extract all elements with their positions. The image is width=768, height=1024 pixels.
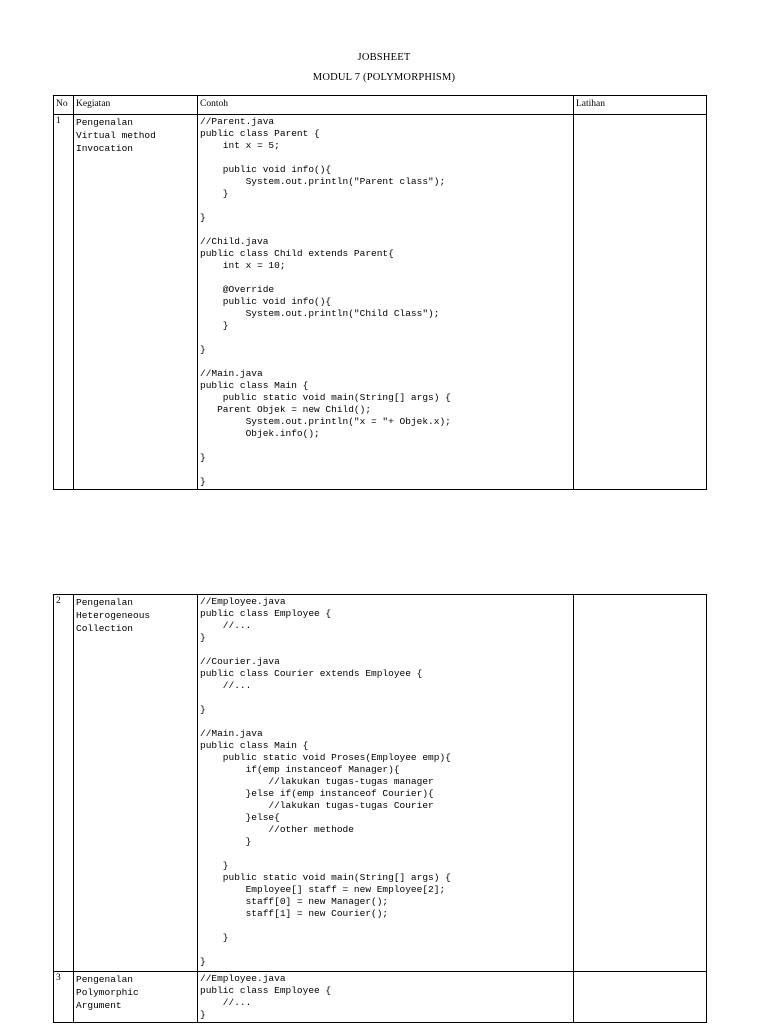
header-contoh: Contoh bbox=[198, 96, 574, 115]
row-number: 3 bbox=[54, 972, 74, 1023]
row-contoh-code: //Parent.java public class Parent { int x = 5; public void info(){ System.out.println("Parent class"); } } //Child.java public class Child extends Parent{ int x = 10; @Override public void info(){ System.out.println("Child Class"); } } //Main.java public class Main { public static void main(String[] args) { Parent Objek = new Child(); System.out.println("x = "+ Objek.x); Objek.info(); } } bbox=[198, 115, 574, 490]
jobsheet-table-2 bbox=[53, 594, 707, 1023]
row-contoh-code: //Employee.java public class Employee { //... } bbox=[198, 972, 574, 1023]
table-row bbox=[54, 595, 707, 972]
document-title: JOBSHEET bbox=[357, 52, 411, 63]
table-row bbox=[54, 972, 707, 1023]
row-number: 2 bbox=[54, 595, 74, 972]
header-kegiatan: Kegiatan bbox=[74, 96, 198, 115]
row-kegiatan: Pengenalan Virtual method Invocation bbox=[74, 115, 198, 490]
row-latihan bbox=[574, 595, 707, 972]
table-header-row bbox=[54, 96, 707, 115]
row-latihan bbox=[574, 972, 707, 1023]
row-kegiatan: Pengenalan Heterogeneous Collection bbox=[74, 595, 198, 972]
row-latihan bbox=[574, 115, 707, 490]
jobsheet-table-1 bbox=[53, 95, 707, 490]
document-subtitle: MODUL 7 (POLYMORPHISM) bbox=[312, 72, 456, 83]
row-contoh-code: //Employee.java public class Employee { //... } //Courier.java public class Courier extends Employee { //... } //Main.java public class Main { public static void Proses(Employee emp){ if(emp instanceof Manager){ //lakukan tugas-tugas manager }else if(emp instanceof Courier){ //lakukan tugas-tugas Courier }else{ //other methode } } public static void main(String[] args) { Employee[] staff = new Employee[2]; staff[0] = new Manager(); staff[1] = new Courier(); } } bbox=[198, 595, 574, 972]
row-number: 1 bbox=[54, 115, 74, 490]
header-no: No bbox=[54, 96, 74, 115]
table-row bbox=[54, 115, 707, 490]
header-latihan: Latihan bbox=[574, 96, 707, 115]
row-kegiatan: Pengenalan Polymorphic Argument bbox=[74, 972, 198, 1023]
